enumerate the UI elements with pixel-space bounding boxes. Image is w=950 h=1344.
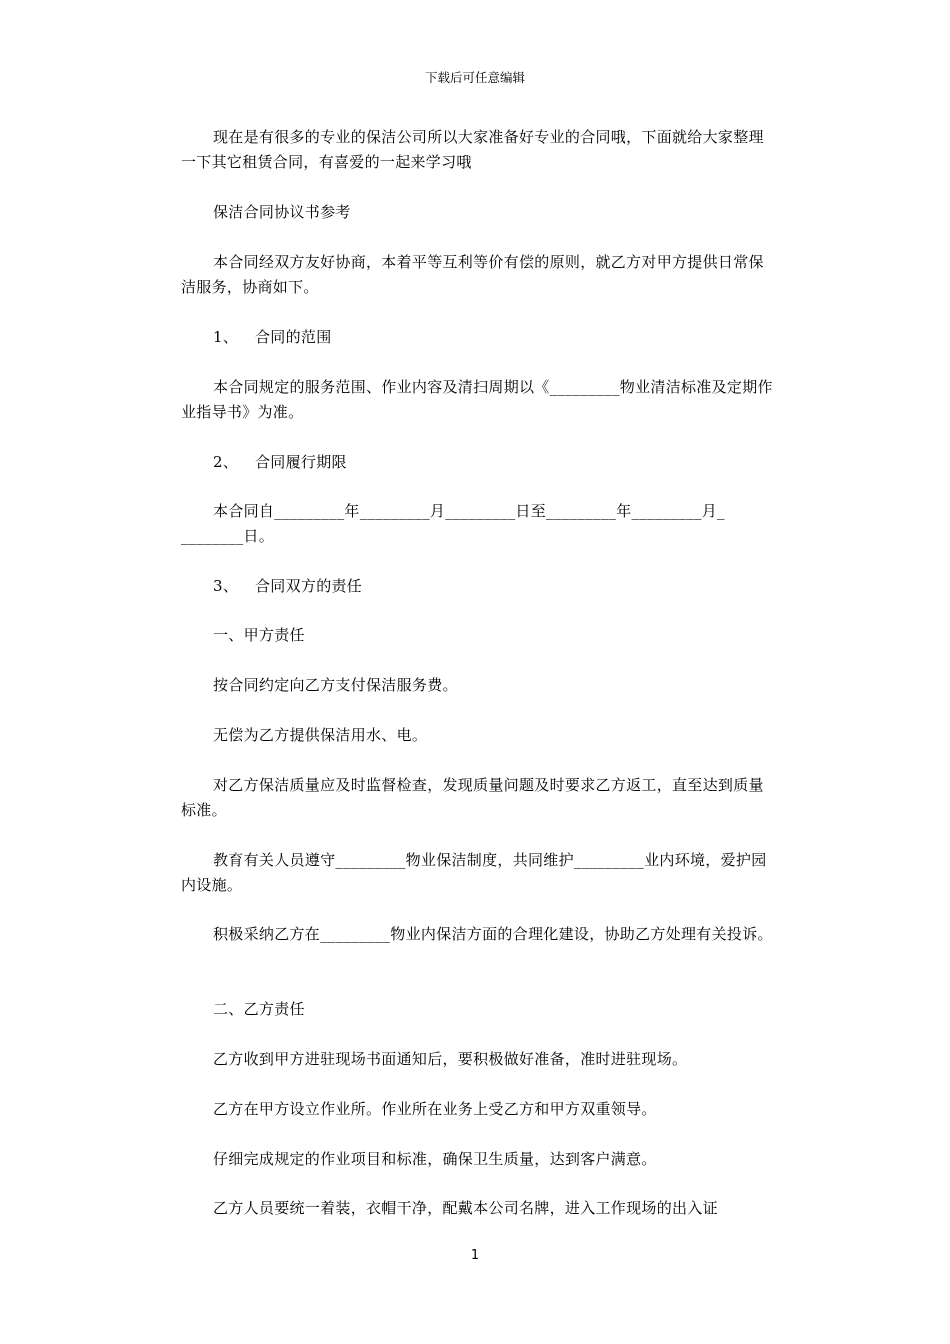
section-heading-2 (181, 450, 773, 475)
page-number: 1 (470, 1248, 480, 1263)
preamble-paragraph: 本合同经双方友好协商，本着平等互利等价有偿的原则，就乙方对甲方提供日常保洁服务，协商如下。 (181, 253, 764, 296)
party-a-heading: 一、甲方责任 (213, 626, 305, 644)
party-b-item: 乙方收到甲方进驻现场书面通知后，要积极做好准备，准时进驻现场。 (213, 1050, 688, 1068)
document-title: 保洁合同协议书参考 (213, 203, 351, 221)
party-a-item: 无偿为乙方提供保洁用水、电。 (213, 726, 428, 744)
section-number: 2、 (213, 453, 239, 471)
section-heading-1 (181, 325, 773, 350)
party-b-item: 乙方人员要统一着装，衣帽干净，配戴本公司名牌，进入工作现场的出入证 (213, 1199, 718, 1217)
party-b-item: 乙方在甲方设立作业所。作业所在业务上受乙方和甲方双重领导。 (213, 1100, 657, 1118)
party-b-heading: 二、乙方责任 (213, 1000, 305, 1018)
party-a-item: 按合同约定向乙方支付保洁服务费。 (213, 676, 458, 694)
section-title: 合同履行期限 (255, 453, 347, 471)
party-a-item: 教育有关人员遵守_________物业保洁制度，共同维护_________业内环境，爱护园内设施。 (181, 851, 767, 894)
section-number: 3、 (213, 577, 239, 595)
scope-paragraph: 本合同规定的服务范围、作业内容及清扫周期以《_________物业清洁标准及定期作业指导书》为准。 (181, 378, 773, 421)
section-heading-3 (181, 574, 773, 599)
section-title: 合同的范围 (255, 328, 332, 346)
party-a-item: 积极采纳乙方在_________物业内保洁方面的合理化建设，协助乙方处理有关投诉。 (213, 925, 773, 943)
section-title: 合同双方的责任 (255, 577, 363, 595)
section-number: 1、 (213, 328, 239, 346)
intro-paragraph: 现在是有很多的专业的保洁公司所以大家准备好专业的合同哦，下面就给大家整理一下其它租赁合同，有喜爱的一起来学习哦 (181, 128, 764, 171)
term-paragraph: 本合同自_________年_________月_________日至_________年_________月_ ________日。 (181, 502, 725, 545)
party-b-item: 仔细完成规定的作业项目和标准，确保卫生质量，达到客户满意。 (213, 1150, 657, 1168)
party-a-item: 对乙方保洁质量应及时监督检查，发现质量问题及时要求乙方返工，直至达到质量标准。 (181, 776, 764, 819)
page-header-note: 下载后可任意编辑 (424, 70, 525, 85)
